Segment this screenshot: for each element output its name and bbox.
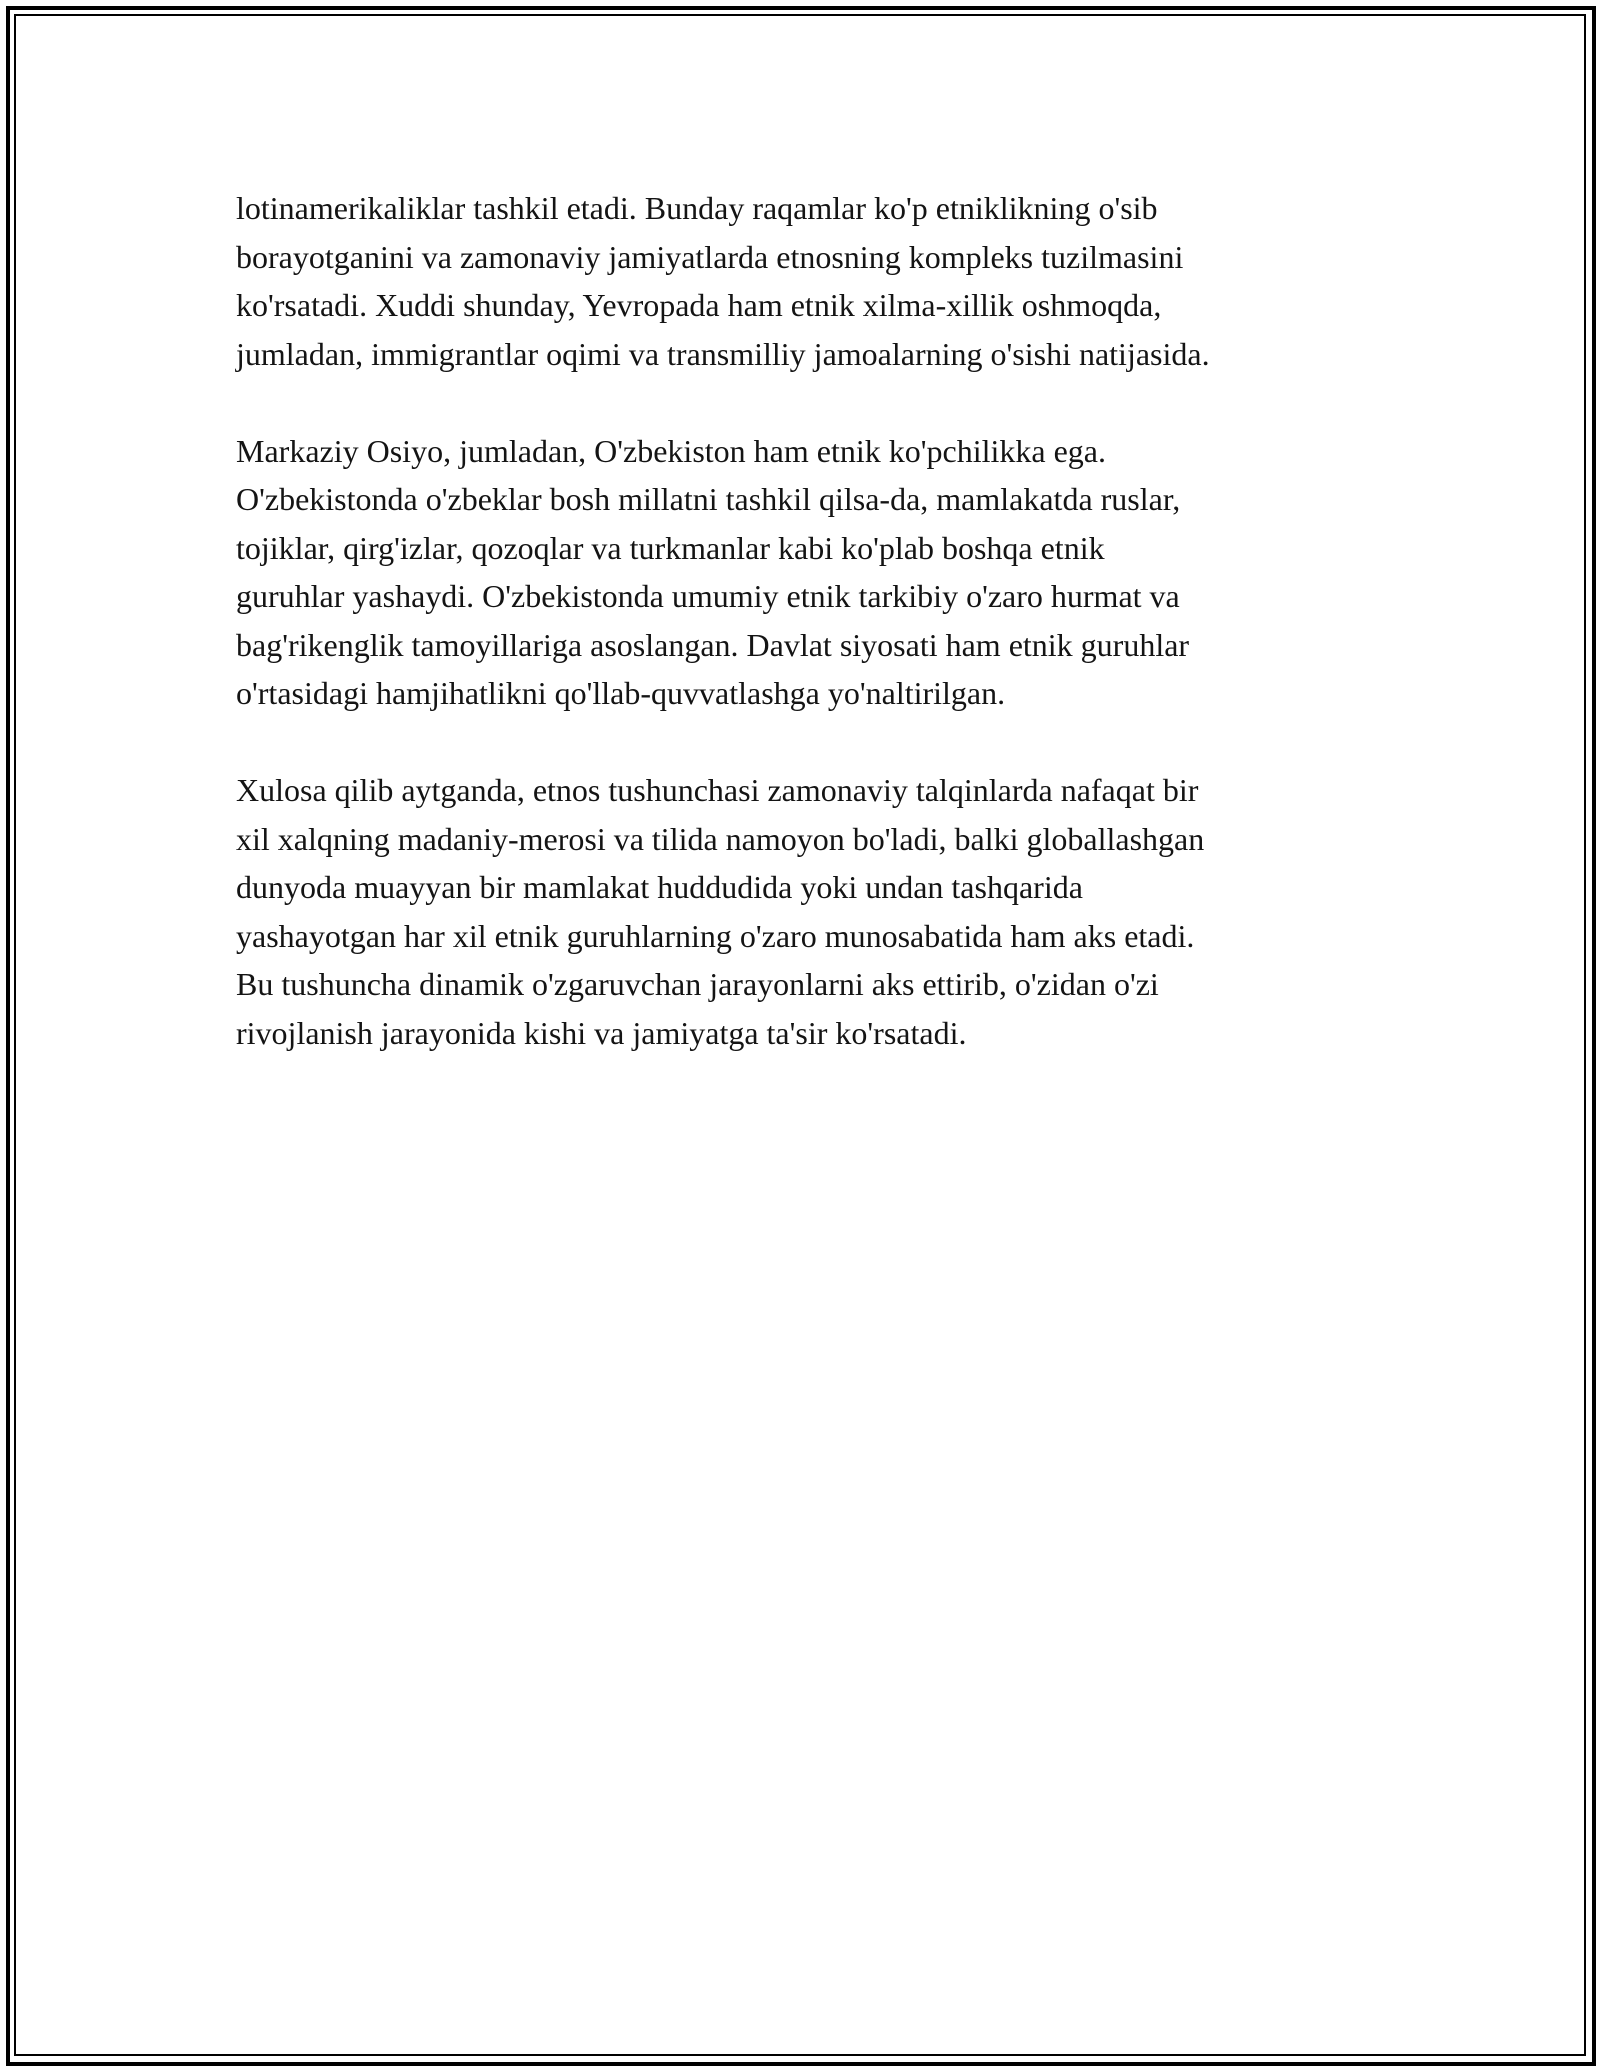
text-line: tojiklar, qirg'izlar, qozoqlar va turkmanlar kabi ko'plab boshqa etnik: [236, 529, 1105, 566]
text-line: Markaziy Osiyo, jumladan, O'zbekiston ham etnik ko'pchilikka ega.: [236, 432, 1106, 469]
text-line: xil xalqning madaniy-merosi va tilida namoyon bo'ladi, balki globallashgan: [236, 820, 1205, 857]
text-line: dunyoda muayyan bir mamlakat huddudida yoki undan tashqarida: [236, 869, 1083, 905]
text-line: guruhlar yashaydi. O'zbekistonda umumiy etnik tarkibiy o'zaro hurmat va: [236, 578, 1180, 614]
text-line: Xulosa qilib aytganda, etnos tushunchasi zamonaviy talqinlarda nafaqat bir: [236, 772, 1199, 808]
text-line: yashayotgan har xil etnik guruhlarning o'zaro munosabatida ham aks etadi.: [236, 917, 1195, 954]
paragraph-3: [236, 766, 1366, 1057]
paragraph-2: [236, 427, 1366, 718]
document-body: [236, 184, 1366, 1106]
text-line: O'zbekistonda o'zbeklar bosh millatni tashkil qilsa-da, mamlakatda ruslar,: [236, 481, 1181, 517]
text-line: rivojlanish jarayonida kishi va jamiyatga ta'sir ko'rsatadi.: [236, 1014, 967, 1051]
text-line: ko'rsatadi. Xuddi shunday, Yevropada ham etnik xilma-xillik oshmoqda,: [236, 287, 1162, 323]
text-line: o'rtasidagi hamjihatlikni qo'llab-quvvatlashga yo'naltirilgan.: [236, 675, 1006, 711]
paragraph-1: [236, 184, 1366, 378]
text-line: Bu tushuncha dinamik o'zgaruvchan jarayonlarni aks ettirib, o'zidan o'zi: [236, 966, 1159, 1002]
text-line: lotinamerikaliklar tashkil etadi. Bunday raqamlar ko'p etniklikning o'sib: [236, 190, 1158, 226]
text-line: borayotganini va zamonaviy jamiyatlarda etnosning kompleks tuzilmasini: [236, 238, 1184, 275]
text-line: bag'rikenglik tamoyillariga asoslangan. Davlat siyosati ham etnik guruhlar: [236, 626, 1190, 663]
text-line: jumladan, immigrantlar oqimi va transmilliy jamoalarning o'sishi natijasida.: [236, 335, 1210, 372]
